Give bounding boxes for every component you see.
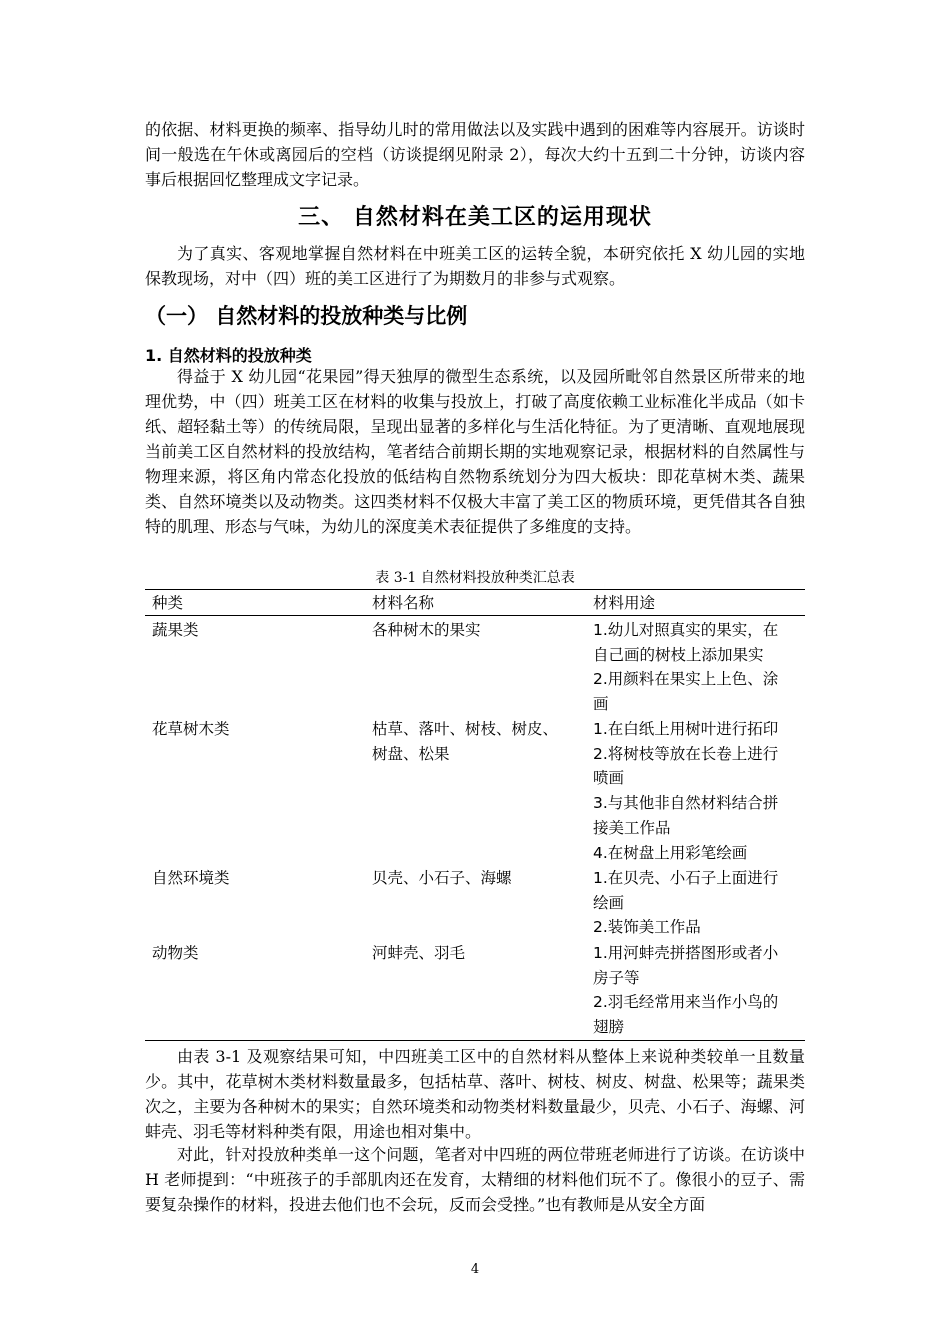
body-paragraph-1-block [145,364,805,539]
table-row-1-use-line: 画 [593,695,609,714]
table-bottom-rule [145,1040,805,1041]
table-row-1-use-line: 自己画的树枝上添加果实 [593,645,764,664]
section-intro-block [145,241,805,291]
intro-paragraph: 的依据、材料更换的频率、指导幼儿时的常用做法以及实践中遇到的困难等内容展开。访谈时间一般选在午休或离园后的空档（访谈提纲见附录 2），每次大约十五到二十分钟，访谈内容事后根据回忆整理成文字记录。 [145,120,805,189]
table-row-3-material-line: 贝壳、小石子、海螺 [372,869,512,887]
table-row-2-use-line: 1.在白纸上用树叶进行拓印 [593,720,779,738]
table-row-4-material-line: 河蚌壳、羽毛 [372,944,466,962]
table-row-4-materials [372,941,577,966]
section-intro-paragraph: 为了真实、客观地掌握自然材料在中班美工区的运转全貌，本研究依托 X 幼儿园的实地保教现场，对中（四）班的美工区进行了为期数月的非参与式观察。 [145,244,805,288]
table-row-4-category: 动物类 [152,944,199,962]
table-row-2-materials [372,717,577,766]
table-caption: 表 3-1 自然材料投放种类汇总表 [375,570,575,586]
table-header-category: 种类 [152,594,184,612]
table-header-materials: 材料名称 [372,594,435,612]
table-row-3-uses [593,866,803,940]
table-row-2-use-line: 3.与其他非自然材料结合拼 [593,794,779,813]
table-row-4-use-line: 1.用河蚌壳拼搭图形或者小 [593,944,779,962]
table-row-2-material-line: 枯草、落叶、树枝、树皮、 [372,720,559,738]
subsection-heading: （一） 自然材料的投放种类与比例 [145,304,468,328]
table-row-3-use-line: 2.装饰美工作品 [593,918,701,937]
table-row-3-use-line: 绘画 [593,893,625,912]
intro-paragraph-block [145,117,805,192]
table-row-1-category: 蔬果类 [152,621,199,639]
table-row-2-use-line: 喷画 [593,769,625,788]
body-paragraph-3: 对此，针对投放种类单一这个问题，笔者对中四班的两位带班老师进行了访谈。在访谈中 H 老师提到：“中班孩子的手部肌肉还在发育，太精细的材料他们玩不了。像很小的豆子、需要复杂操作的材料，投进去他们也不会玩，反而会受挫。”也有教师是从安全方面 [145,1145,805,1214]
section-heading: 三、 自然材料在美工区的运用现状 [298,205,652,230]
table-row-1-materials [372,618,577,643]
page-number: 4 [470,1262,480,1277]
table-row-3-category: 自然环境类 [152,869,230,887]
table-row-3-use-line: 1.在贝壳、小石子上面进行 [593,869,779,887]
table-row-2-use-line: 接美工作品 [593,818,671,837]
table-row-1-material-line: 各种树木的果实 [372,621,481,639]
subsubsection-heading: 1. 自然材料的投放种类 [145,346,312,365]
table-header-uses: 材料用途 [593,594,656,612]
table-row-4-use-line: 翅膀 [593,1018,625,1037]
table-row-1-uses [593,618,803,717]
table-row-2-use-line: 4.在树盘上用彩笔绘画 [593,843,748,862]
table-row-4-use-line: 房子等 [593,968,640,987]
table-row-2-category: 花草树木类 [152,720,230,738]
table-row-2-use-line: 2.将树枝等放在长卷上进行 [593,744,779,763]
table-row-2-uses [593,717,803,865]
table-top-rule [145,589,805,590]
table-row-1-use-line: 2.用颜料在果实上上色、涂 [593,670,779,689]
table-row-3-materials [372,866,577,891]
table-row-4-uses [593,941,803,1040]
table-row-4-use-line: 2.羽毛经常用来当作小鸟的 [593,993,779,1012]
body-paragraph-2: 由表 3-1 及观察结果可知，中四班美工区中的自然材料从整体上来说种类较单一且数量少。其中，花草树木类材料数量最多，包括枯草、落叶、树枝、树皮、树盘、松果等；蔬果类次之，主要为各种树木的果实；自然环境类和动物类材料数量最少，贝壳、小石子、海螺、河蚌壳、羽毛等材料种类有限，用途也相对集中。 [145,1047,805,1141]
body-paragraph-3-block [145,1142,805,1217]
table-row-1-use-line: 1.幼儿对照真实的果实，在 [593,621,779,639]
body-paragraph-2-block [145,1044,805,1144]
body-paragraph-1: 得益于 X 幼儿园“花果园”得天独厚的微型生态系统，以及园所毗邻自然景区所带来的地理优势，中（四）班美工区在材料的收集与投放上，打破了高度依赖工业标准化半成品（如卡纸、超轻黏土等）的传统局限，呈现出显著的多样化与生活化特征。为了更清晰、直观地展现当前美工区自然材料的投放结构，笔者结合前期长期的实地观察记录，根据材料的自然属性与物理来源，将区角内常态化投放的低结构自然物系统划分为四大板块：即花草树木类、蔬果类、自然环境类以及动物类。这四类材料不仅极大丰富了美工区的物质环境，更凭借其各自独特的肌理、形态与气味，为幼儿的深度美术表征提供了多维度的支持。 [145,367,805,536]
table-row-2-material-line: 树盘、松果 [372,744,450,763]
